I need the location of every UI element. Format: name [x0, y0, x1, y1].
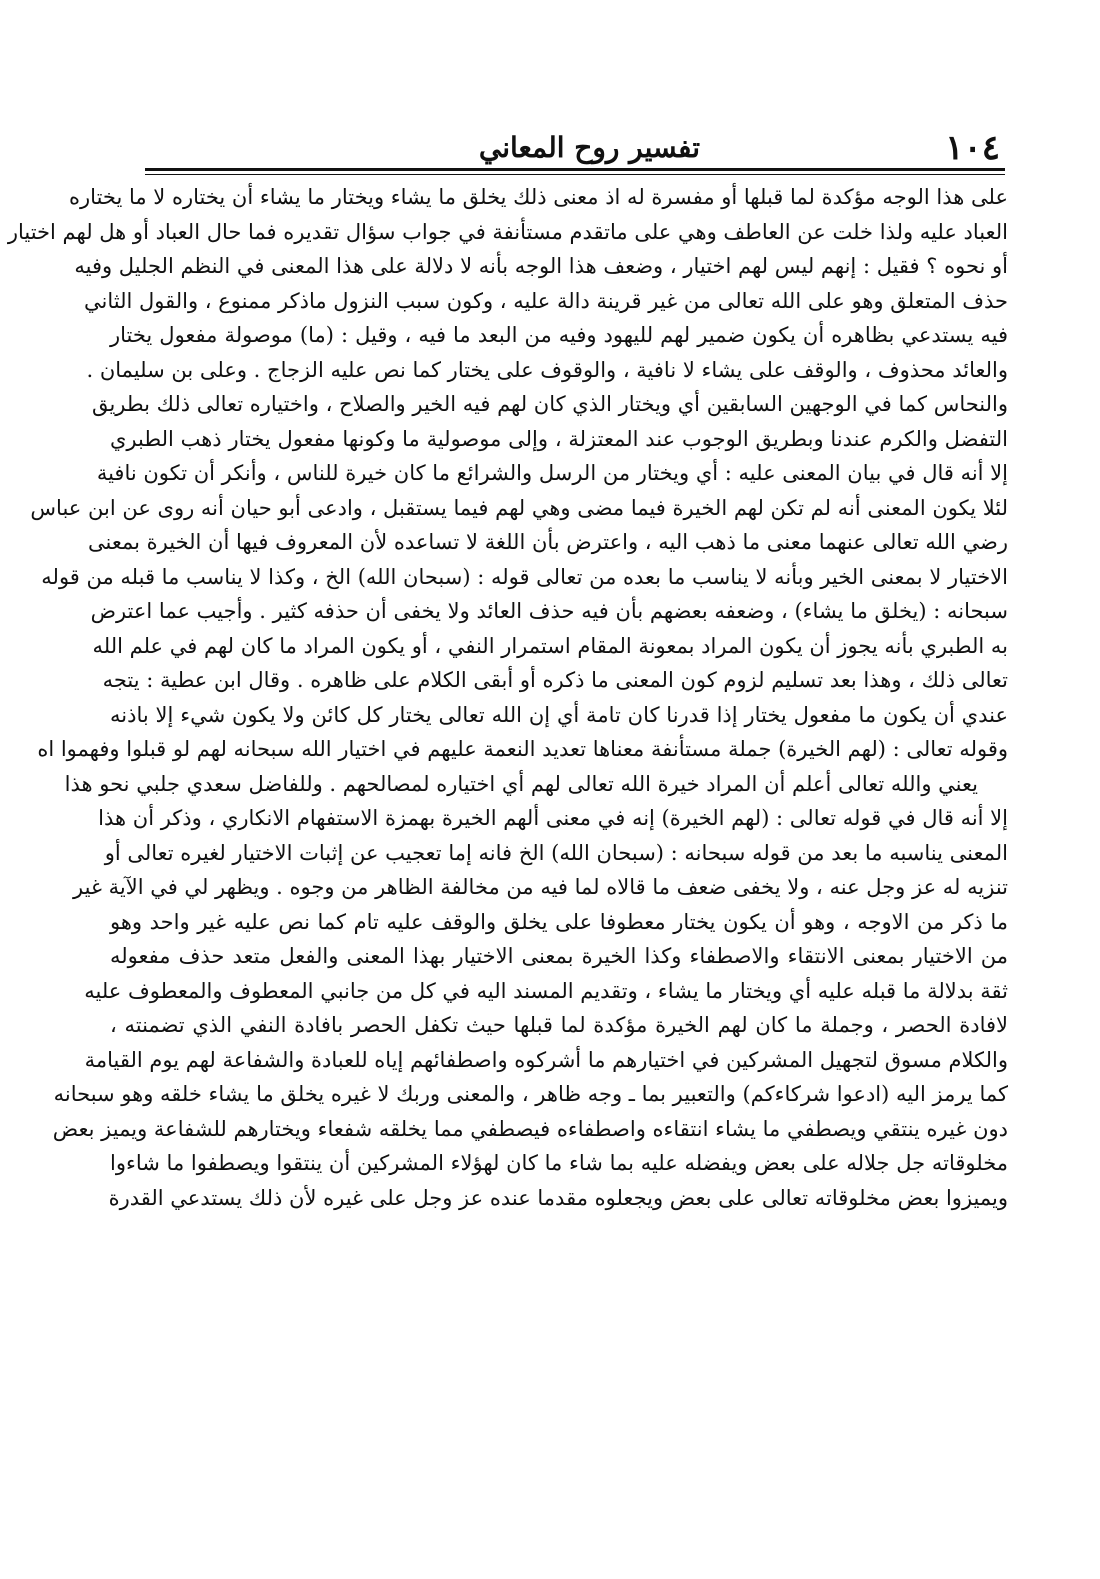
text-line: لافادة الحصر ، وجملة ما كان لهم الخيرة مؤكدة لما قبلها حيث تكفل الحصر بافادة النفي الذي تضمنته ،: [110, 1013, 1008, 1037]
text-line: الاختيار لا بمعنى الخير وبأنه لا يناسب ما بعده من تعالى قوله : (سبحان الله) الخ ، وكذا لا يناسب ما قبله من قوله: [41, 564, 1008, 589]
text-line: التفضل والكرم عندنا وبطريق الوجوب عند المعتزلة ، وإلى موصولية ما وكونها مفعول يختار ذهب الطبري: [110, 426, 1008, 451]
text-line: تعالى ذلك ، وهذا بعد تسليم لزوم كون المعنى ما ذكره أو أبقى الكلام على ظاهره . وقال ابن عطية : يتجه: [102, 668, 1008, 692]
text-line: سبحانه : (يخلق ما يشاء) ، وضعفه بعضهم بأن فيه حذف العائد ولا يخفى أن حذفه كثير . وأجيب عما اعترض: [90, 599, 1008, 623]
text-line: ما ذكر من الاوجه ، وهو أن يكون يختار معطوفا على يخلق والوقف عليه تام كما نص عليه غير واحد وهو: [110, 909, 1008, 934]
text-line: مخلوقاته جل جلاله على بعض ويفضله عليه بما شاء ما كان لهؤلاء المشركين أن ينتقوا ويصطفوا ما شاءوا: [110, 1151, 1008, 1175]
text-line: المعنى يناسبه ما بعد من قوله سبحانه : (سبحان الله) الخ فانه إما تعجيب عن إثبات الاختيار لغيره تعالى أو: [104, 840, 1008, 865]
text-line: كما يرمز اليه (ادعوا شركاءكم) والتعبير بما ـ وجه ظاهر ، والمعنى وربك لا غيره يخلق ما يشاء خلقه وهو سبحانه: [53, 1082, 1008, 1106]
text-line: العباد عليه ولذا خلت عن العاطف وهي على ماتقدم مستأنفة في جواب سؤال تقديره فما حال العباد أو هل لهم اختيار: [7, 219, 1008, 244]
text-line: دون غيره ينتقي ويصطفي ما يشاء انتقاءه واصطفاءه فيصطفي مما يخلقه شفعاء ويختارهم للشفاعة ويميز بعض: [52, 1116, 1008, 1141]
text-line: ثقة بدلالة ما قبله عليه أي ويختار ما يشاء ، وتقديم المسند اليه في كل من جانبي المعطوف والمعطوف عليه: [84, 978, 1008, 1003]
text-line: حذف المتعلق وهو على الله تعالى من غير قرينة دالة عليه ، وكون سبب النزول ماذكر ممنوع ، والقول الثاني: [84, 288, 1008, 313]
header-divider: [145, 168, 1005, 171]
text-line: به الطبري بأنه يجوز أن يكون المراد بمعونة المقام استمرار النفي ، أو يكون المراد ما كان لهم في علم الله: [92, 633, 1008, 658]
header-divider-thin: [145, 174, 1005, 175]
text-line: والعائد محذوف ، والوقف على يشاء لا نافية ، والوقوف على يختار كما نص عليه الزجاج . وعلى بن سليمان .: [86, 357, 1008, 382]
text-line: إلا أنه قال في قوله تعالى : (لهم الخيرة) إنه في معنى ألهم الخيرة بهمزة الاستفهام الانكاري ، وذكر أن هذا: [98, 806, 1008, 830]
text-line: على هذا الوجه مؤكدة لما قبلها أو مفسرة له اذ معنى ذلك يخلق ما يشاء ويختار ما يشاء أن يختاره لا ما يختاره: [69, 185, 1008, 209]
text-line: لئلا يكون المعنى أنه لم تكن لهم الخيرة فيما مضى وهي لهم فيما يستقبل ، وادعى أبو حيان أنه روى عن ابن عباس: [30, 495, 1008, 520]
text-line: ويميزوا بعض مخلوقاته تعالى على بعض ويجعلوه مقدما عنده عز وجل على غيره لأن ذلك يستدعي القدرة: [108, 1185, 1008, 1210]
text-line: وقوله تعالى : (لهم الخيرة) جملة مستأنفة معناها تعديد النعمة عليهم في اختيار الله سبحانه لهم لو قبلوا وفهموا اه: [37, 737, 1008, 761]
body-text: [7, 180, 1008, 1525]
text-line: عندي أن يكون ما مفعول يختار إذا قدرنا كان تامة أي إن الله تعالى يختار كل كائن ولا يكون شيء إلا باذنه: [110, 702, 1008, 727]
text-line: أو نحوه ؟ فقيل : إنهم ليس لهم اختيار ، وضعف هذا الوجه بأنه لا دلالة على هذا المعنى في النظم الجليل وفيه: [74, 254, 1008, 278]
running-title: تفسير روح المعاني: [478, 131, 700, 164]
page-number: ١٠٤: [945, 128, 1000, 168]
page-header: [140, 130, 1000, 166]
text-line: رضي الله تعالى عنهما معنى ما ذهب اليه ، واعترض بأن اللغة لا تساعده لأن المعروف فيها أن الخيرة بمعنى: [88, 530, 1008, 554]
text-line: فيه يستدعي بظاهره أن يكون ضمير لهم لليهود وفيه من البعد ما فيه ، وقيل : (ما) موصولة مفعول يختار: [110, 323, 1008, 347]
text-line: من الاختيار بمعنى الانتقاء والاصطفاء وكذا الخيرة بمعنى الاختيار بهذا المعنى والفعل متعد حذف مفعوله: [110, 944, 1008, 968]
text-line: تنزيه له عز وجل عنه ، ولا يخفى ضعف ما قالاه لما فيه من مخالفة الظاهر من وجوه . ويظهر لي في الآية غير: [73, 875, 1008, 899]
text-line: والكلام مسوق لتجهيل المشركين في اختيارهم ما أشركوه واصطفائهم إياه للعبادة والشفاعة لهم يوم القيامة: [84, 1047, 1008, 1072]
text-line: والنحاس كما في الوجهين السابقين أي ويختار الذي كان لهم فيه الخير والصلاح ، واختياره تعالى ذلك بطريق: [91, 392, 1008, 416]
text-line: إلا أنه قال في بيان المعنى عليه : أي ويختار من الرسل والشرائع ما كان خيرة للناس ، وأنكر أن تكون نافية: [96, 461, 1008, 485]
paragraph-start-line: يعني والله تعالى أعلم أن المراد خيرة الله تعالى لهم أي اختياره لمصالحهم . وللفاضل سعدي جلبي نحو هذا: [64, 771, 978, 796]
